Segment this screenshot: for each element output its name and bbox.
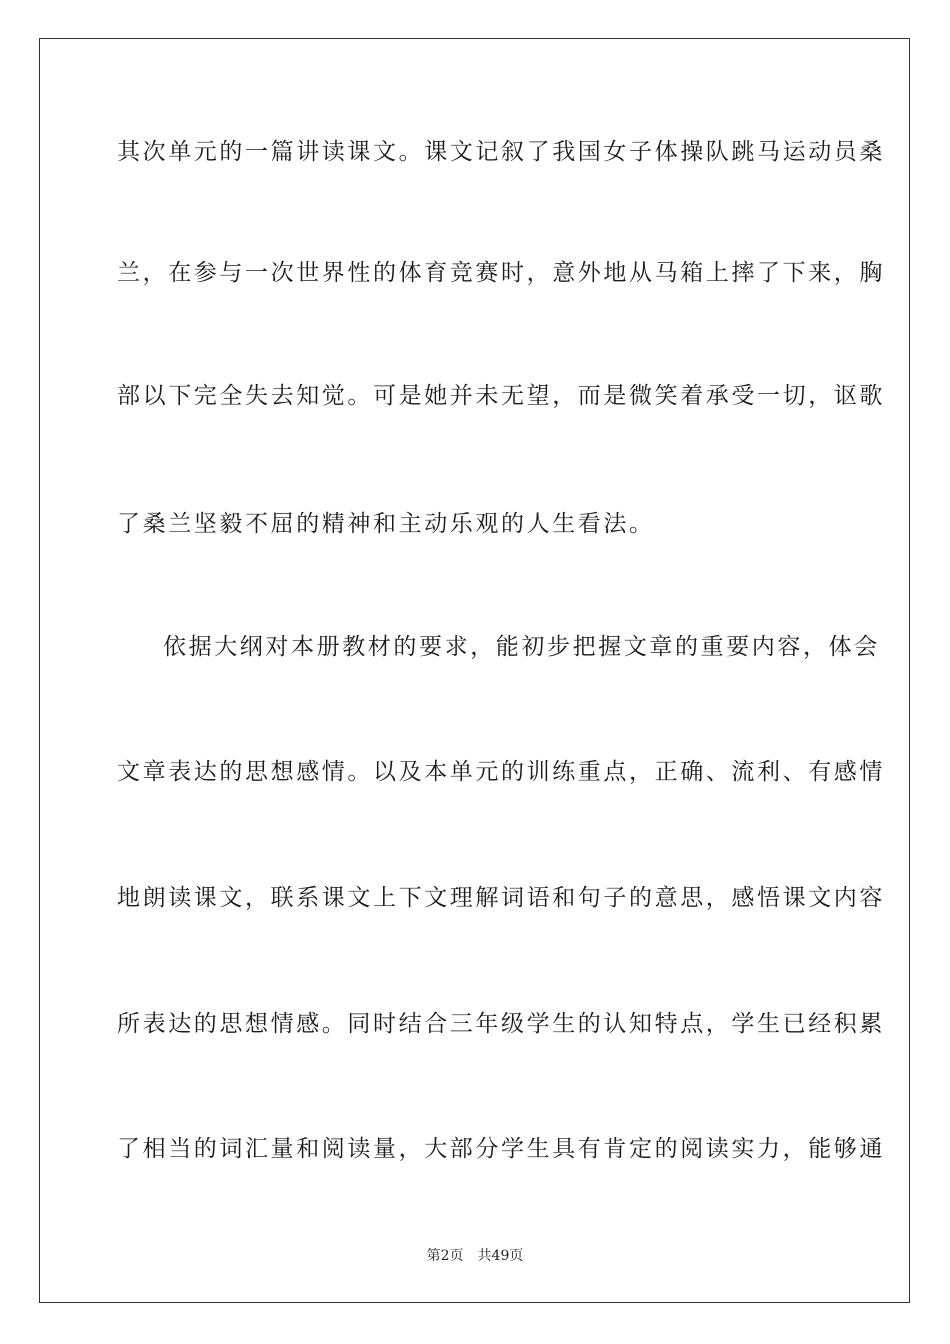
paragraph-line: 文章表达的思想感情。以及本单元的训练重点，正确、流利、有感情 <box>117 759 885 785</box>
paragraph-line: 兰，在参与一次世界性的体育竞赛时，意外地从马箱上摔了下来，胸 <box>117 260 885 286</box>
paragraph-line: 所表达的思想情感。同时结合三年级学生的认知特点，学生已经积累 <box>117 1011 885 1037</box>
paragraph-line: 了桑兰坚毅不屈的精神和主动乐观的人生看法。 <box>117 511 655 537</box>
page-footer <box>0 1247 950 1265</box>
page-frame <box>39 38 910 1303</box>
page-number: 第2页 <box>426 1248 464 1264</box>
paragraph-line: 依据大纲对本册教材的要求，能初步把握文章的重要内容，体会 <box>163 634 880 660</box>
paragraph-line: 地朗读课文，联系课文上下文理解词语和句子的意思，感悟课文内容 <box>117 885 885 911</box>
paragraph-line: 部以下完全失去知觉。可是她并未无望，而是微笑着承受一切，讴歌 <box>117 383 885 409</box>
page-total: 共49页 <box>477 1248 524 1264</box>
paragraph-line: 其次单元的一篇讲读课文。课文记叙了我国女子体操队跳马运动员桑 <box>117 139 885 165</box>
paragraph-line: 了相当的词汇量和阅读量，大部分学生具有肯定的阅读实力，能够通 <box>117 1136 885 1162</box>
